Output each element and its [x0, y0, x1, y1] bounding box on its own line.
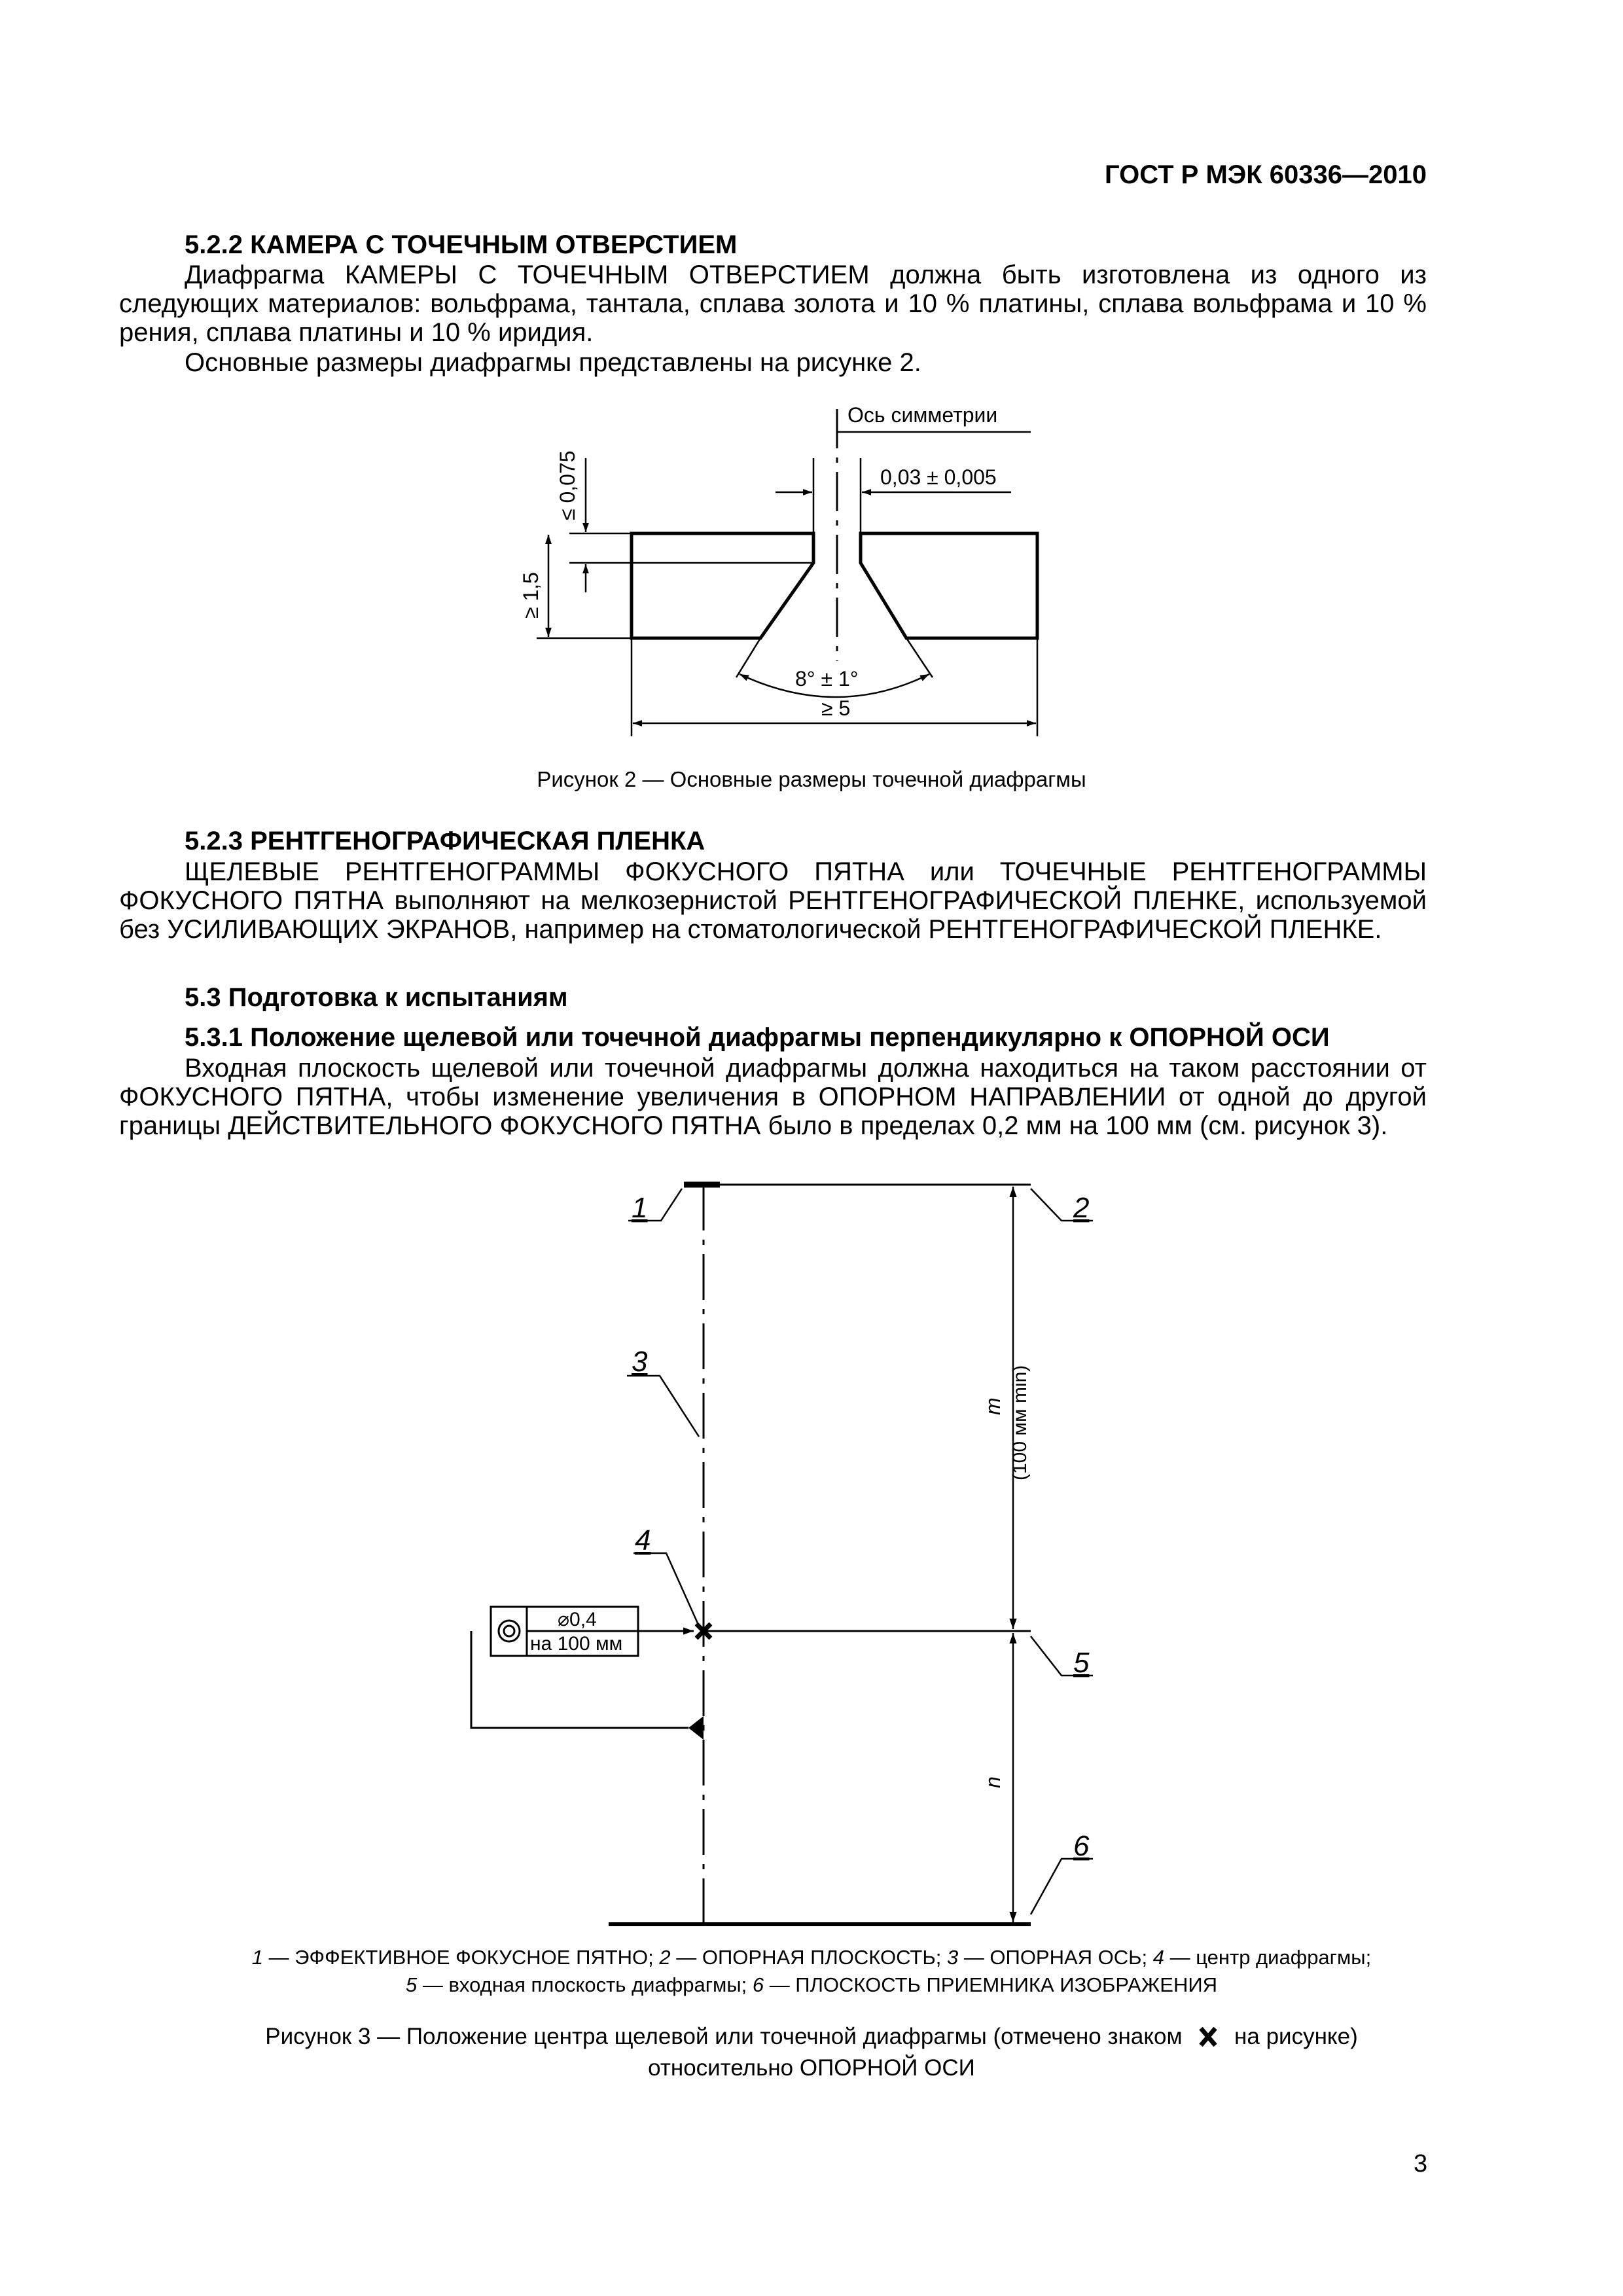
figure-3-caption-part-c: относительно ОПОРНОЙ ОСИ	[648, 2055, 975, 2081]
section-5-3-title: 5.3 Подготовка к испытаниям	[185, 983, 568, 1012]
section-5-2-3-paragraph: ЩЕЛЕВЫЕ РЕНТГЕНОГРАММЫ ФОКУСНОГО ПЯТНА или ТОЧЕЧНЫЕ РЕНТГЕНОГРАММЫ ФОКУСНОГО ПЯТНА выполняют на мелкозернистой РЕНТГЕНОГРАФИЧЕСКОЙ ПЛЕНКЕ, используемой без УСИЛИВАЮЩИХ ЭКРАНОВ, например на стоматологической РЕНТГЕНОГРАФИЧЕСКОЙ ПЛЕНКЕ.	[119, 857, 1427, 944]
figure-3-caption	[119, 2021, 1504, 2084]
diaphragm-right-part	[861, 533, 1037, 638]
section-5-2-3-title: 5.2.3 РЕНТГЕНОГРАФИЧЕСКАЯ ПЛЕНКА	[185, 827, 705, 855]
legend-line-1: 1 — ЭФФЕКТИВНОЕ ФОКУСНОЕ ПЯТНО; 2 — ОПОРНАЯ ПЛОСКОСТЬ; 3 — ОПОРНАЯ ОСЬ; 4 — центр диафрагмы;	[251, 1946, 1372, 1969]
section-5-2-2-paragraph: Диафрагма КАМЕРЫ С ТОЧЕЧНЫМ ОТВЕРСТИЕМ должна быть изготовлена из одного из следующих материалов: вольфрама, тантала, сплава золота и 10 % платины, сплава вольфрама и 10 % рения, сплава платины и 10 % иридия.	[119, 260, 1427, 347]
width-label: ≥ 5	[821, 696, 851, 720]
document-header: ГОСТ Р МЭК 60336—2010	[1104, 160, 1427, 189]
label-4: 4	[635, 1524, 651, 1556]
figure-3-caption-part-a: Рисунок 3 — Положение центра щелевой или точечной диафрагмы (отмечено знаком	[265, 2024, 1183, 2049]
figure-3-caption-part-b: на рисунке)	[1234, 2024, 1358, 2049]
section-5-3-1-paragraph: Входная плоскость щелевой или точечной диафрагмы должна находиться на таком расстоянии от ФОКУСНОГО ПЯТНА, чтобы изменение увеличения в ОПОРНОМ НАПРАВЛЕНИИ от одной до другой границы ДЕЙСТВИТЕЛЬНОГО ФОКУСНОГО ПЯТНА было в пределах 0,2 мм на 100 мм (см. рисунок 3).	[119, 1054, 1427, 1140]
tolerance-value: ⌀0,4	[558, 1609, 597, 1630]
figure-3-diaphragm-position	[0, 1145, 1623, 1957]
depth-label: ≤ 0,075	[556, 450, 579, 520]
concentricity-icon	[499, 1621, 520, 1641]
page-number: 3	[1414, 2150, 1428, 2178]
label-6: 6	[1073, 1830, 1090, 1862]
diaphragm-left-part	[632, 533, 813, 638]
section-5-3-1-title: 5.3.1 Положение щелевой или точечной диафрагмы перпендикулярно к ОПОРНОЙ ОСИ	[185, 1023, 1330, 1052]
legend-line-2: 5 — входная плоскость диафрагмы; 6 — ПЛОСКОСТЬ ПРИЕМНИКА ИЗОБРАЖЕНИЯ	[405, 1973, 1218, 1996]
figure-2-pinhole-diaphragm	[0, 0, 1623, 772]
label-2: 2	[1073, 1192, 1090, 1224]
label-3: 3	[632, 1346, 648, 1378]
m-note: (100 мм min)	[1009, 1365, 1031, 1480]
figure-2-caption: Рисунок 2 — Основные размеры точечной диафрагмы	[537, 767, 1086, 791]
angle-label: 8° ± 1°	[795, 667, 859, 691]
center-mark-icon	[1188, 2021, 1228, 2053]
symmetry-axis-label: Ось симметрии	[847, 403, 998, 427]
section-5-2-2-figure-reference: Основные размеры диафрагмы представлены на рисунке 2.	[185, 348, 921, 377]
n-label: n	[981, 1776, 1005, 1788]
label-5: 5	[1073, 1647, 1090, 1679]
tolerance-reference: на 100 мм	[530, 1633, 623, 1655]
section-5-2-2-title: 5.2.2 КАМЕРА С ТОЧЕЧНЫМ ОТВЕРСТИЕМ	[185, 230, 738, 259]
figure-3-legend	[119, 1944, 1504, 1999]
datum-triangle-icon	[688, 1716, 704, 1740]
thickness-label: ≥ 1,5	[519, 572, 543, 619]
label-1: 1	[632, 1192, 648, 1224]
hole-width-label: 0,03 ± 0,005	[880, 465, 997, 489]
m-label: m	[981, 1397, 1005, 1415]
